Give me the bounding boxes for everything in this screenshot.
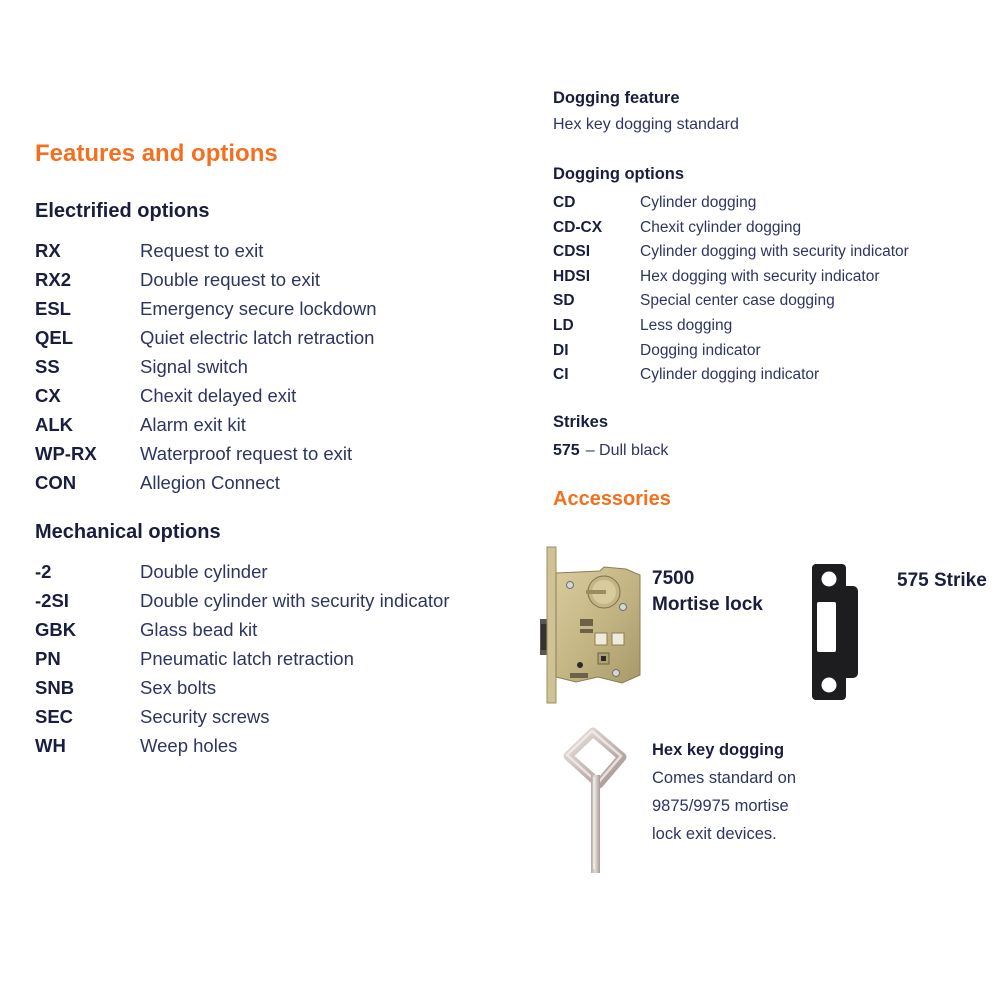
option-row bbox=[35, 323, 540, 352]
accessories-heading: Accessories bbox=[553, 487, 671, 510]
option-description: Allegion Connect bbox=[140, 472, 280, 493]
option-row bbox=[35, 410, 540, 439]
dogging-column bbox=[553, 88, 1000, 511]
option-row bbox=[35, 731, 540, 760]
option-row bbox=[35, 557, 540, 586]
option-code: CD-CX bbox=[553, 218, 603, 236]
option-row bbox=[35, 615, 540, 644]
section-heading-electrified: Electrified options bbox=[35, 200, 210, 222]
option-description: Pneumatic latch retraction bbox=[140, 648, 354, 669]
strikes-heading: Strikes bbox=[553, 412, 609, 431]
electrified-options-list bbox=[35, 236, 540, 497]
mechanical-options-list bbox=[35, 557, 540, 760]
option-code: SD bbox=[553, 292, 575, 310]
hex-key-caption-title: Hex key dogging bbox=[652, 741, 785, 759]
mortise-lock-label-line1: 7500 bbox=[652, 568, 695, 589]
strike-575-line bbox=[553, 441, 1000, 461]
option-code: CD bbox=[553, 194, 576, 211]
option-code: SEC bbox=[35, 706, 74, 727]
option-description: Security screws bbox=[140, 706, 270, 727]
option-row bbox=[35, 644, 540, 673]
option-code: LD bbox=[553, 316, 574, 334]
option-code: RX2 bbox=[35, 269, 71, 290]
option-description: Glass bead kit bbox=[140, 619, 258, 640]
option-row bbox=[35, 265, 540, 294]
option-description: Special center case dogging bbox=[640, 292, 835, 310]
option-row bbox=[553, 339, 1000, 364]
strike-description: – Dull black bbox=[585, 441, 669, 459]
option-code: WH bbox=[35, 735, 66, 756]
option-description: Waterproof request to exit bbox=[140, 443, 353, 464]
option-code: HDSI bbox=[553, 267, 591, 285]
option-description: Request to exit bbox=[140, 240, 264, 261]
dogging-feature-text: Hex key dogging standard bbox=[553, 116, 739, 133]
option-row bbox=[553, 314, 1000, 339]
option-description: Chexit cylinder dogging bbox=[640, 218, 802, 236]
option-code: SS bbox=[35, 356, 60, 377]
option-description: Cylinder dogging with security indicator bbox=[640, 243, 909, 261]
option-code: -2 bbox=[35, 561, 52, 582]
option-description: Double request to exit bbox=[140, 269, 320, 290]
option-description: Weep holes bbox=[140, 735, 238, 756]
option-description: Chexit delayed exit bbox=[140, 385, 297, 406]
option-code: ESL bbox=[35, 298, 71, 319]
option-code: RX bbox=[35, 240, 61, 261]
section-mechanical bbox=[35, 521, 540, 760]
option-row bbox=[35, 468, 540, 497]
option-description: Cylinder dogging bbox=[640, 194, 757, 211]
strike-code: 575 bbox=[553, 441, 580, 459]
option-row bbox=[35, 381, 540, 410]
section-heading-mechanical: Mechanical options bbox=[35, 521, 221, 543]
accessories-figure bbox=[535, 540, 1000, 900]
option-row bbox=[35, 673, 540, 702]
hex-key-image bbox=[555, 723, 635, 886]
hex-key-caption bbox=[652, 736, 796, 848]
option-description: Double cylinder with security indicator bbox=[140, 590, 450, 611]
hex-key-caption-line: 9875/9975 mortise bbox=[652, 797, 789, 815]
dogging-options-heading: Dogging options bbox=[553, 165, 685, 183]
option-row bbox=[553, 216, 1000, 241]
option-description: Quiet electric latch retraction bbox=[140, 327, 375, 348]
option-description: Less dogging bbox=[640, 316, 733, 334]
page-title: Features and options bbox=[35, 140, 278, 167]
option-code: PN bbox=[35, 648, 61, 669]
option-code: WP-RX bbox=[35, 443, 97, 464]
hex-key-caption-line: Comes standard on bbox=[652, 769, 796, 787]
hex-key-caption-line: lock exit devices. bbox=[652, 825, 777, 843]
option-description: Signal switch bbox=[140, 356, 248, 377]
option-description: Cylinder dogging indicator bbox=[640, 366, 820, 384]
option-row bbox=[35, 294, 540, 323]
option-row bbox=[35, 586, 540, 615]
dogging-feature-heading: Dogging feature bbox=[553, 89, 680, 107]
option-code: CON bbox=[35, 472, 77, 493]
features-column bbox=[35, 140, 540, 784]
option-row bbox=[35, 702, 540, 731]
option-code: SNB bbox=[35, 677, 75, 698]
strike-plate-image bbox=[810, 562, 862, 707]
option-description: Sex bolts bbox=[140, 677, 217, 698]
option-description: Double cylinder bbox=[140, 561, 268, 582]
option-row bbox=[35, 439, 540, 468]
dogging-options-list bbox=[553, 191, 1000, 388]
mortise-lock-image bbox=[540, 545, 645, 710]
section-electrified bbox=[35, 200, 540, 497]
option-code: CI bbox=[553, 366, 569, 384]
option-code: -2SI bbox=[35, 590, 69, 611]
option-code: ALK bbox=[35, 414, 74, 435]
option-row bbox=[553, 240, 1000, 265]
mortise-lock-label-line2: Mortise lock bbox=[652, 594, 763, 615]
option-row bbox=[35, 352, 540, 381]
option-row bbox=[553, 289, 1000, 314]
option-row bbox=[553, 265, 1000, 290]
option-code: CDSI bbox=[553, 243, 591, 261]
option-row bbox=[553, 363, 1000, 388]
strike-plate-label: 575 Strike bbox=[897, 570, 987, 591]
option-description: Dogging indicator bbox=[640, 341, 761, 359]
option-code: CX bbox=[35, 385, 61, 406]
option-description: Alarm exit kit bbox=[140, 414, 246, 435]
option-row bbox=[35, 236, 540, 265]
option-code: GBK bbox=[35, 619, 77, 640]
option-description: Emergency secure lockdown bbox=[140, 298, 377, 319]
option-code: DI bbox=[553, 341, 569, 359]
option-description: Hex dogging with security indicator bbox=[640, 267, 880, 285]
mortise-lock-label bbox=[652, 566, 763, 618]
option-row bbox=[553, 191, 1000, 216]
option-code: QEL bbox=[35, 327, 74, 348]
